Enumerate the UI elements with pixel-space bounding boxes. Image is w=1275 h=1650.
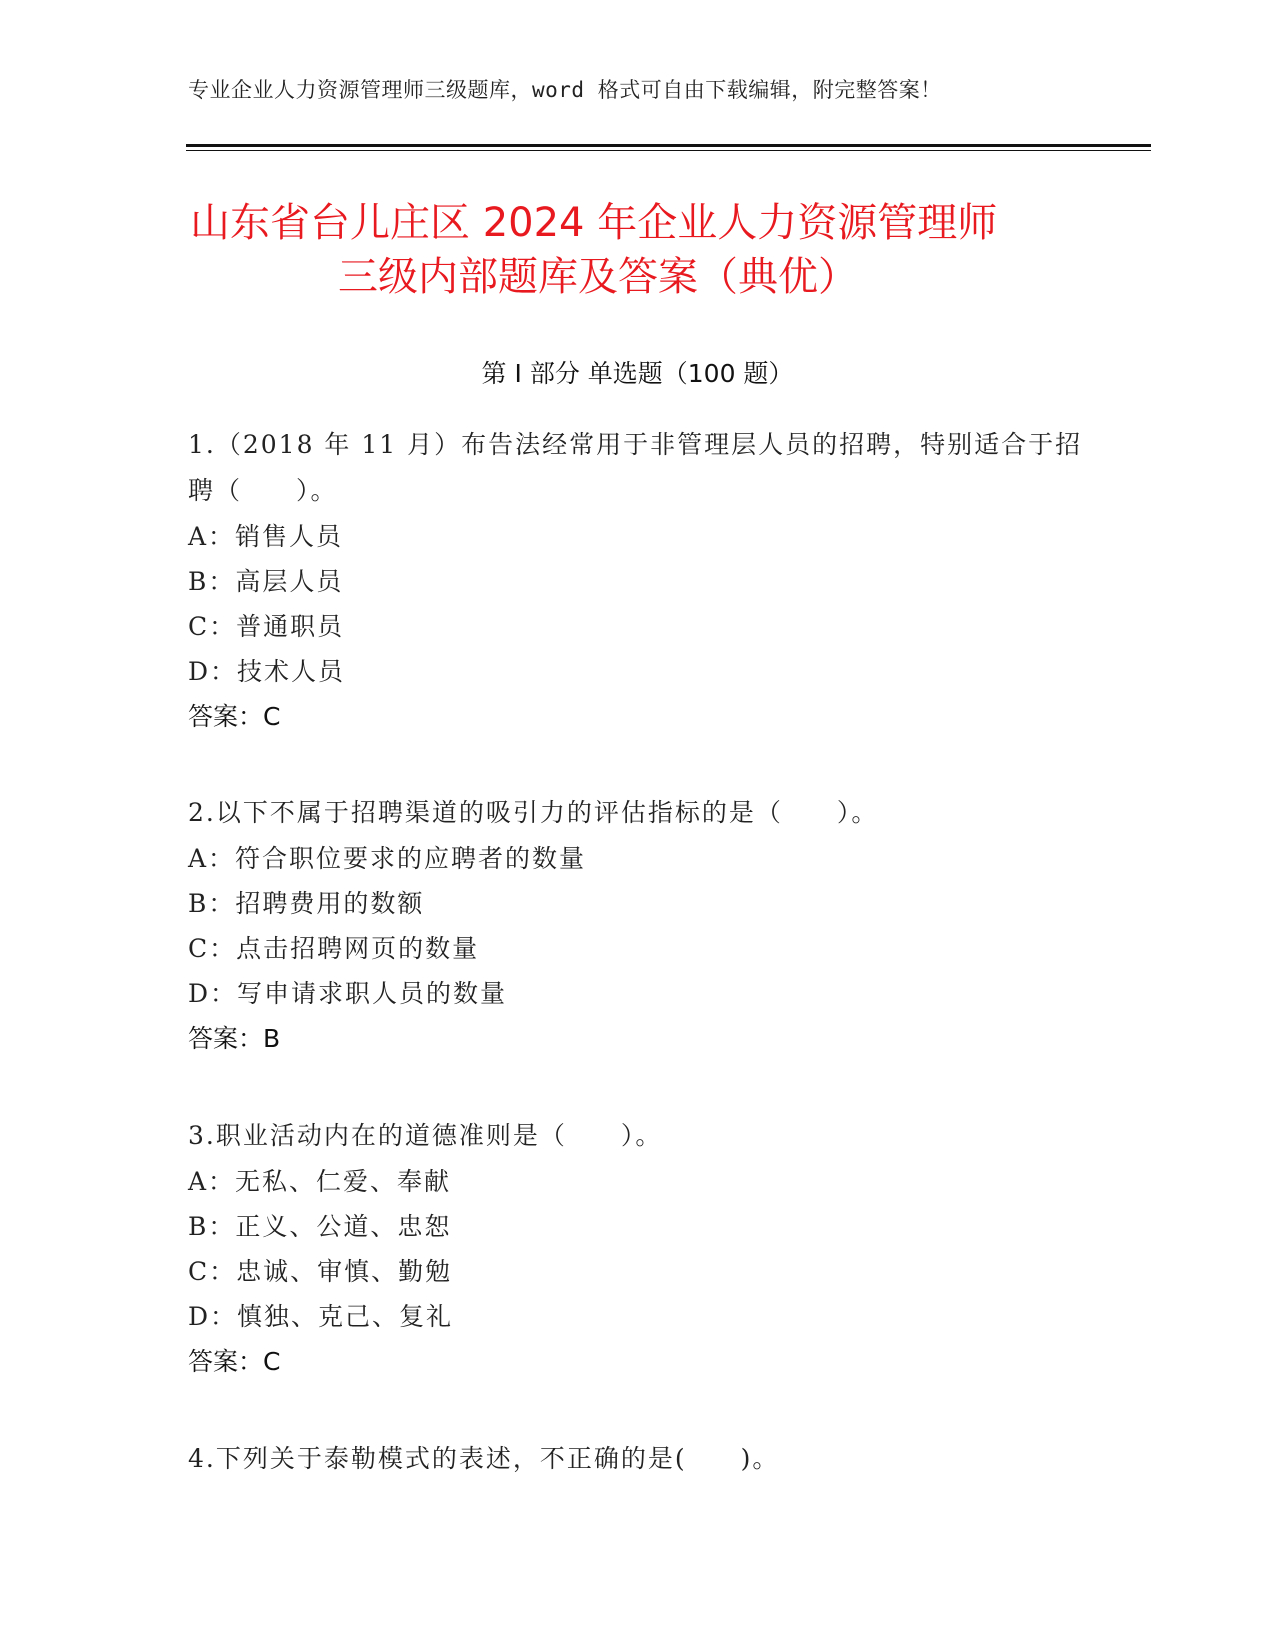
option-b: B：正义、公道、忠恕	[188, 1212, 452, 1241]
question-stem: 3.职业活动内在的道德准则是（ ）。	[188, 1121, 663, 1150]
option-a: A：销售人员	[188, 522, 344, 551]
option-a: A：符合职位要求的应聘者的数量	[188, 844, 587, 873]
document-title-line-1: 山东省台儿庄区 2024 年企业人力资源管理师	[190, 200, 998, 246]
question-stem: 4.下列关于泰勒模式的表述，不正确的是( )。	[188, 1444, 780, 1473]
document-title	[150, 196, 1125, 304]
question-stem: 1.（2018 年 11 月）布告法经常用于非管理层人员的招聘，特别适合于招聘（ ）。	[188, 430, 1083, 505]
option-c: C：忠诚、审慎、勤勉	[188, 1257, 453, 1286]
question-stem: 2.以下不属于招聘渠道的吸引力的评估指标的是（ ）。	[188, 798, 879, 827]
document-title-line-2: 三级内部题库及答案（典优）	[338, 254, 858, 300]
answer-label: 答案：C	[188, 1347, 281, 1376]
question-4	[188, 1436, 1108, 1482]
header-note: 专业企业人力资源管理师三级题库，word 格式可自由下载编辑，附完整答案！	[188, 78, 942, 102]
option-d: D：慎独、克己、复礼	[188, 1302, 454, 1331]
answer-label: 答案：C	[188, 702, 281, 731]
question-3	[188, 1113, 1108, 1384]
option-c: C：普通职员	[188, 612, 345, 641]
option-d: D：写申请求职人员的数量	[188, 979, 508, 1008]
question-2	[188, 790, 1108, 1061]
question-1	[188, 422, 1108, 739]
option-d: D：技术人员	[188, 657, 346, 686]
option-a: A：无私、仁爱、奉献	[188, 1167, 452, 1196]
answer-label: 答案：B	[188, 1024, 281, 1053]
header-rule-thick	[186, 144, 1151, 147]
header-rule-thin	[186, 150, 1151, 151]
option-c: C：点击招聘网页的数量	[188, 934, 480, 963]
section-title: 第 I 部分 单选题（100 题）	[481, 359, 794, 388]
option-b: B：招聘费用的数额	[188, 889, 425, 918]
option-b: B：高层人员	[188, 567, 344, 596]
